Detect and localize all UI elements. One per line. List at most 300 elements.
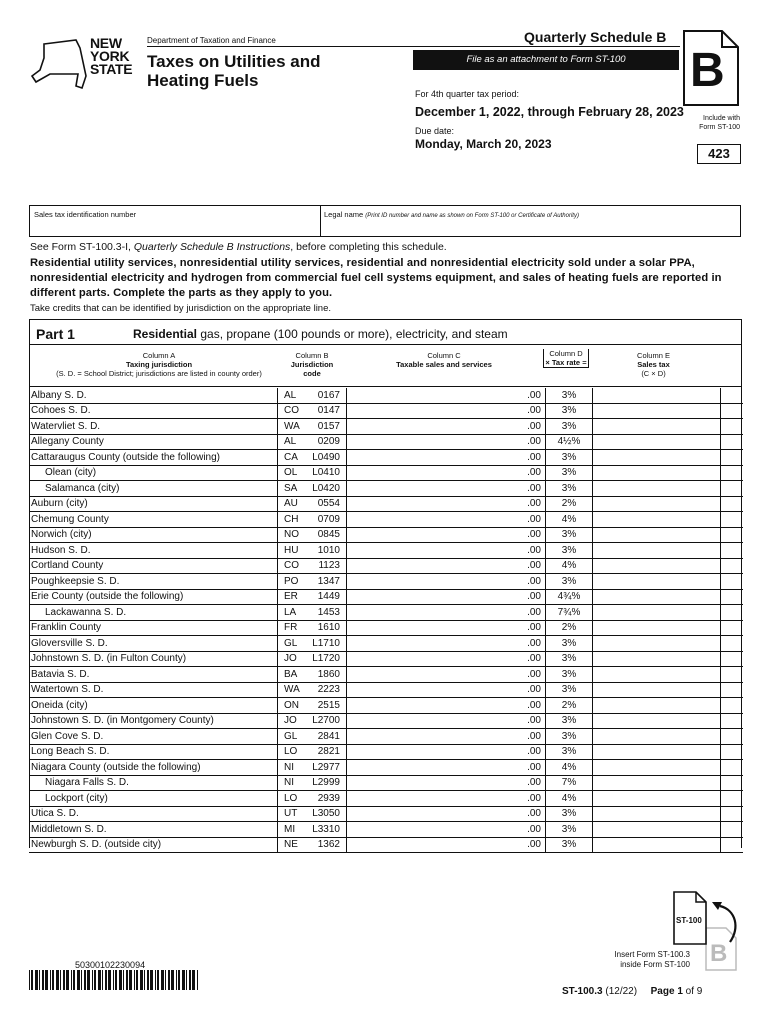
jurisdiction-cell xyxy=(29,450,278,466)
taxable-sales-field[interactable] xyxy=(347,760,546,776)
tax-rate-value: 7¾% xyxy=(557,606,581,618)
barcode-bar xyxy=(171,970,174,990)
sales-tax-field[interactable] xyxy=(593,481,721,497)
sales-tax-field[interactable] xyxy=(593,822,721,838)
tax-rate-cell xyxy=(546,434,593,450)
sales-tax-field[interactable] xyxy=(593,775,721,791)
barcode-bar xyxy=(87,970,90,990)
tax-rate-cell xyxy=(546,496,593,512)
barcode-bar xyxy=(126,970,128,990)
taxable-sales-field[interactable] xyxy=(347,419,546,435)
tax-rate-cell xyxy=(546,651,593,667)
jurisdiction-code-cell xyxy=(278,512,347,528)
sales-tax-cents-field[interactable] xyxy=(721,419,744,435)
jurisdiction-cell xyxy=(29,698,278,714)
jurisdiction-abbr: ON xyxy=(284,699,299,711)
sales-tax-field[interactable] xyxy=(593,496,721,512)
jurisdiction-abbr: JO xyxy=(284,653,297,665)
jurisdiction-name: Cattaraugus County (outside the following) xyxy=(31,451,220,463)
sales-tax-cents-field[interactable] xyxy=(721,775,744,791)
taxable-sales-field[interactable] xyxy=(347,527,546,543)
jurisdiction-code-cell xyxy=(278,574,347,590)
jurisdiction-abbr: PO xyxy=(284,575,299,587)
taxable-sales-field[interactable] xyxy=(347,744,546,760)
col-d-line2 xyxy=(544,358,588,367)
jurisdiction-code: 2515 xyxy=(317,699,340,711)
taxable-sales-field[interactable] xyxy=(347,496,546,512)
taxable-sales-field[interactable] xyxy=(347,465,546,481)
tax-rate-value: 3% xyxy=(561,575,577,587)
jurisdiction-code-cell xyxy=(278,806,347,822)
jurisdiction-name: Newburgh S. D. (outside city) xyxy=(31,839,162,851)
barcode-bar xyxy=(144,970,145,990)
jurisdiction-abbr: CA xyxy=(284,451,298,463)
taxable-sales-field[interactable] xyxy=(347,667,546,683)
jurisdiction-code: 0554 xyxy=(317,498,340,510)
logo-word-state: STATE xyxy=(90,61,133,77)
barcode-bar xyxy=(113,970,114,990)
insert-line-1: Insert Form ST-100.3 xyxy=(614,950,690,959)
taxable-sales-field[interactable] xyxy=(347,481,546,497)
col-e-line2: Sales tax xyxy=(637,360,670,369)
tax-rate-value: 3% xyxy=(561,389,577,401)
jurisdiction-code: 0147 xyxy=(317,405,340,417)
sales-tax-cents-field[interactable] xyxy=(721,558,744,574)
jurisdiction-code: L1710 xyxy=(312,637,340,649)
sales-tax-cents-field[interactable] xyxy=(721,698,744,714)
jurisdiction-cell xyxy=(29,512,278,528)
jurisdiction-code: 0209 xyxy=(317,436,340,448)
sales-tax-field[interactable] xyxy=(593,434,721,450)
tax-rate-cell xyxy=(546,698,593,714)
jurisdiction-abbr: UT xyxy=(284,808,298,820)
jurisdiction-code-cell xyxy=(278,465,347,481)
taxable-sales-value: .00 xyxy=(527,389,541,401)
jurisdiction-name: Long Beach S. D. xyxy=(31,746,110,758)
taxable-sales-field[interactable] xyxy=(347,837,546,853)
jurisdiction-cell xyxy=(29,729,278,745)
col-c-line2: Taxable sales and services xyxy=(396,360,492,369)
footer-page-prefix: Page xyxy=(650,986,678,997)
taxable-sales-field[interactable] xyxy=(347,651,546,667)
form-title xyxy=(147,52,347,90)
tax-rate-cell xyxy=(546,682,593,698)
jurisdiction-name: Johnstown S. D. (in Fulton County) xyxy=(31,653,187,665)
jurisdiction-code: 0709 xyxy=(317,513,340,525)
jurisdiction-abbr: WA xyxy=(284,684,300,696)
jurisdiction-code: L2999 xyxy=(312,777,340,789)
include-note xyxy=(694,114,740,132)
tax-rate-value: 4% xyxy=(561,792,577,804)
logo-word-york: YORK xyxy=(90,48,130,64)
credits-note: Take credits that can be identified by jurisdiction on the appropriate line. xyxy=(30,303,332,314)
tax-rate-value: 2% xyxy=(561,699,577,711)
tax-rate-cell xyxy=(546,388,593,403)
taxable-sales-field[interactable] xyxy=(347,822,546,838)
jurisdiction-abbr: AL xyxy=(284,436,297,448)
jurisdiction-code: L3050 xyxy=(312,808,340,820)
col-a-line2: Taxing jurisdiction xyxy=(125,360,193,369)
jurisdiction-abbr: AU xyxy=(284,498,298,510)
sales-tax-field[interactable] xyxy=(593,806,721,822)
sales-tax-field[interactable] xyxy=(593,636,721,652)
jurisdiction-cell xyxy=(29,419,278,435)
jurisdiction-code: 0157 xyxy=(317,420,340,432)
table-row xyxy=(29,481,743,497)
jurisdiction-name: Chemung County xyxy=(31,513,109,525)
sales-tax-cents-field[interactable] xyxy=(721,744,744,760)
jurisdiction-cell xyxy=(29,527,278,543)
taxable-sales-field[interactable] xyxy=(347,388,546,403)
col-b-line2: Jurisdiction xyxy=(290,360,334,369)
taxable-sales-value: .00 xyxy=(527,777,541,789)
sales-tax-cents-field[interactable] xyxy=(721,667,744,683)
jurisdiction-code-cell xyxy=(278,791,347,807)
sales-tax-cents-field[interactable] xyxy=(721,434,744,450)
jurisdiction-abbr: BA xyxy=(284,668,298,680)
include-line-1: Include with xyxy=(703,115,740,122)
jurisdiction-cell xyxy=(29,574,278,590)
sales-tax-cents-field[interactable] xyxy=(721,791,744,807)
sales-tax-field[interactable] xyxy=(593,682,721,698)
sales-tax-field[interactable] xyxy=(593,620,721,636)
taxable-sales-value: .00 xyxy=(527,792,541,804)
identification-box xyxy=(29,205,741,237)
tax-rate-cell xyxy=(546,713,593,729)
table-row xyxy=(29,713,743,729)
table-row xyxy=(29,620,743,636)
barcode-bar xyxy=(140,970,143,990)
taxable-sales-field[interactable] xyxy=(347,636,546,652)
taxable-sales-field[interactable] xyxy=(347,605,546,621)
taxable-sales-field[interactable] xyxy=(347,620,546,636)
sales-tax-field[interactable] xyxy=(593,527,721,543)
sales-tax-field[interactable] xyxy=(593,605,721,621)
barcode-bar xyxy=(92,970,93,990)
file-attachment-note: File as an attachment to Form ST-100 xyxy=(413,50,679,70)
sales-tax-field[interactable] xyxy=(593,698,721,714)
table-row xyxy=(29,589,743,605)
taxable-sales-field[interactable] xyxy=(347,806,546,822)
sales-tax-id-field[interactable] xyxy=(36,220,316,234)
sales-tax-cents-field[interactable] xyxy=(721,636,744,652)
jurisdiction-abbr: JO xyxy=(284,715,297,727)
sales-tax-cents-field[interactable] xyxy=(721,620,744,636)
taxable-sales-field[interactable] xyxy=(347,729,546,745)
sales-tax-field[interactable] xyxy=(593,512,721,528)
taxable-sales-value: .00 xyxy=(527,436,541,448)
sales-tax-cents-field[interactable] xyxy=(721,729,744,745)
taxable-sales-field[interactable] xyxy=(347,512,546,528)
jurisdiction-code: 2939 xyxy=(317,792,340,804)
barcode-bar xyxy=(77,970,80,990)
jurisdiction-abbr: FR xyxy=(284,622,298,634)
barcode-bar xyxy=(178,970,180,990)
jurisdiction-name: Lockport (city) xyxy=(45,792,108,804)
taxable-sales-value: .00 xyxy=(527,575,541,587)
jurisdiction-code-cell xyxy=(278,775,347,791)
jurisdiction-abbr: GL xyxy=(284,637,298,649)
barcode-bar xyxy=(134,970,135,990)
sales-tax-cents-field[interactable] xyxy=(721,496,744,512)
jurisdiction-cell xyxy=(29,434,278,450)
taxable-sales-field[interactable] xyxy=(347,434,546,450)
jurisdiction-code-cell xyxy=(278,760,347,776)
barcode-bar xyxy=(66,970,69,990)
jurisdiction-code-cell xyxy=(278,434,347,450)
table-row xyxy=(29,636,743,652)
sales-tax-field[interactable] xyxy=(593,729,721,745)
jurisdiction-cell xyxy=(29,605,278,621)
taxable-sales-value: .00 xyxy=(527,637,541,649)
sales-tax-field[interactable] xyxy=(593,744,721,760)
sales-tax-cents-field[interactable] xyxy=(721,465,744,481)
due-date-label: Due date: xyxy=(415,126,455,136)
barcode-bar xyxy=(31,970,33,990)
taxable-sales-value: .00 xyxy=(527,823,541,835)
sales-tax-field[interactable] xyxy=(593,450,721,466)
sales-tax-field[interactable] xyxy=(593,760,721,776)
jurisdiction-code-cell xyxy=(278,388,347,403)
jurisdiction-name: Albany S. D. xyxy=(31,389,87,401)
taxable-sales-value: .00 xyxy=(527,405,541,417)
jurisdiction-code: L2977 xyxy=(312,761,340,773)
sales-tax-cents-field[interactable] xyxy=(721,512,744,528)
jurisdiction-code-cell xyxy=(278,651,347,667)
jurisdiction-abbr: HU xyxy=(284,544,299,556)
jurisdiction-name: Utica S. D. xyxy=(31,808,79,820)
barcode-bar xyxy=(189,970,191,990)
tax-rate-cell xyxy=(546,419,593,435)
taxable-sales-value: .00 xyxy=(527,544,541,556)
sales-tax-cents-field[interactable] xyxy=(721,822,744,838)
sales-tax-cents-field[interactable] xyxy=(721,388,744,403)
barcode-bar xyxy=(63,970,65,990)
jurisdiction-name: Franklin County xyxy=(31,622,102,634)
jurisdiction-code: 1347 xyxy=(317,575,340,587)
col-d-line1: Column D xyxy=(549,349,583,358)
insert-icon-letter: B xyxy=(710,940,728,967)
jurisdiction-abbr: NI xyxy=(284,777,294,789)
barcode-bar xyxy=(186,970,187,990)
barcode-bar xyxy=(52,970,54,990)
sales-tax-cents-field[interactable] xyxy=(721,403,744,419)
sales-tax-field[interactable] xyxy=(593,667,721,683)
period-label: For 4th quarter tax period: xyxy=(415,89,520,99)
jurisdiction-code-cell xyxy=(278,543,347,559)
taxable-sales-field[interactable] xyxy=(347,403,546,419)
sales-tax-field[interactable] xyxy=(593,837,721,853)
jurisdiction-name: Johnstown S. D. (in Montgomery County) xyxy=(31,715,214,727)
sales-tax-field[interactable] xyxy=(593,574,721,590)
sales-tax-field[interactable] xyxy=(593,465,721,481)
legal-name-field[interactable] xyxy=(326,220,736,234)
equals-symbol: = xyxy=(582,358,587,367)
jurisdiction-abbr: NE xyxy=(284,839,298,851)
barcode-bar xyxy=(35,970,38,990)
jurisdiction-code-cell xyxy=(278,698,347,714)
sales-tax-field[interactable] xyxy=(593,589,721,605)
part1-desc-bold: Residential xyxy=(133,327,198,341)
jurisdiction-code-cell xyxy=(278,667,347,683)
sales-tax-field[interactable] xyxy=(593,403,721,419)
legal-name-label-wrap xyxy=(324,210,579,219)
taxable-sales-field[interactable] xyxy=(347,450,546,466)
sales-tax-cents-field[interactable] xyxy=(721,450,744,466)
taxable-sales-value: .00 xyxy=(527,730,541,742)
jurisdiction-code: 0845 xyxy=(317,529,340,541)
tax-rate-value: 4¾% xyxy=(557,591,581,603)
jurisdiction-cell xyxy=(29,760,278,776)
tax-rate-cell xyxy=(546,744,593,760)
taxable-sales-field[interactable] xyxy=(347,791,546,807)
sales-tax-cents-field[interactable] xyxy=(721,837,744,853)
sales-tax-cents-field[interactable] xyxy=(721,574,744,590)
jurisdiction-code: 2821 xyxy=(317,746,340,758)
part1-title-rule xyxy=(29,344,741,345)
jurisdiction-code-cell xyxy=(278,636,347,652)
jurisdiction-name: Poughkeepsie S. D. xyxy=(31,575,120,587)
sales-tax-cents-field[interactable] xyxy=(721,589,744,605)
jurisdiction-abbr: LO xyxy=(284,746,298,758)
jurisdiction-name: Lackawanna S. D. xyxy=(45,606,127,618)
sales-tax-field[interactable] xyxy=(593,388,721,403)
taxable-sales-value: .00 xyxy=(527,606,541,618)
jurisdiction-cell xyxy=(29,465,278,481)
col-b-line3: code xyxy=(303,369,321,378)
table-row xyxy=(29,403,743,419)
tax-rate-cell xyxy=(546,512,593,528)
sales-tax-field[interactable] xyxy=(593,543,721,559)
barcode-bar xyxy=(157,970,159,990)
jurisdiction-code: 1860 xyxy=(317,668,340,680)
table-row xyxy=(29,496,743,512)
nys-logo xyxy=(30,36,138,92)
tax-rate-cell xyxy=(546,574,593,590)
jurisdiction-name: Hudson S. D. xyxy=(31,544,91,556)
col-a-line1: Column A xyxy=(142,351,176,360)
barcode-bar xyxy=(29,970,30,990)
sales-tax-cents-field[interactable] xyxy=(721,527,744,543)
jurisdiction-cell xyxy=(29,403,278,419)
jurisdiction-cell xyxy=(29,713,278,729)
tax-rate-cell xyxy=(546,806,593,822)
taxable-sales-field[interactable] xyxy=(347,775,546,791)
jurisdiction-code-cell xyxy=(278,620,347,636)
table-row xyxy=(29,822,743,838)
sales-tax-cents-field[interactable] xyxy=(721,713,744,729)
tax-rate-cell xyxy=(546,822,593,838)
taxable-sales-value: .00 xyxy=(527,746,541,758)
jurisdiction-abbr: OL xyxy=(284,467,298,479)
col-d-title: Tax rate xyxy=(551,358,581,367)
sales-tax-cents-field[interactable] xyxy=(721,605,744,621)
taxable-sales-value: .00 xyxy=(527,699,541,711)
tax-rate-cell xyxy=(546,465,593,481)
tax-rate-value: 3% xyxy=(561,684,577,696)
barcode-bar xyxy=(136,970,138,990)
jurisdiction-name: Salamanca (city) xyxy=(45,482,120,494)
taxable-sales-value: .00 xyxy=(527,420,541,432)
barcode-bar xyxy=(192,970,195,990)
tax-rate-value: 3% xyxy=(561,730,577,742)
tax-rate-value: 3% xyxy=(561,405,577,417)
taxable-sales-field[interactable] xyxy=(347,589,546,605)
sales-tax-field[interactable] xyxy=(593,791,721,807)
taxable-sales-value: .00 xyxy=(527,668,541,680)
taxable-sales-value: .00 xyxy=(527,653,541,665)
sales-tax-field[interactable] xyxy=(593,558,721,574)
jurisdiction-cell xyxy=(29,651,278,667)
include-line-2: Form ST-100 xyxy=(699,124,740,131)
jurisdiction-name: Cortland County xyxy=(31,560,104,572)
jurisdiction-abbr: AL xyxy=(284,389,297,401)
taxable-sales-field[interactable] xyxy=(347,713,546,729)
jurisdiction-abbr: LA xyxy=(284,606,297,618)
table-row xyxy=(29,837,743,853)
insert-note xyxy=(590,950,690,970)
jurisdiction-code-cell xyxy=(278,744,347,760)
table-row xyxy=(29,574,743,590)
jurisdiction-name: Watertown S. D. xyxy=(31,684,104,696)
tax-rate-value: 2% xyxy=(561,622,577,634)
footer-page-suffix: of 9 xyxy=(682,986,703,997)
column-d-header xyxy=(543,349,589,368)
tax-rate-cell xyxy=(546,403,593,419)
tax-rate-cell xyxy=(546,527,593,543)
taxable-sales-field[interactable] xyxy=(347,558,546,574)
column-e-header xyxy=(590,351,717,378)
barcode-number: 50300102230094 xyxy=(75,960,146,970)
barcode-bar xyxy=(150,970,153,990)
jurisdiction-code-cell xyxy=(278,403,347,419)
sales-tax-cents-field[interactable] xyxy=(721,760,744,776)
sales-tax-cents-field[interactable] xyxy=(721,481,744,497)
jurisdiction-name: Auburn (city) xyxy=(31,498,88,510)
sales-tax-cents-field[interactable] xyxy=(721,543,744,559)
jurisdiction-code-cell xyxy=(278,605,347,621)
table-row xyxy=(29,388,743,403)
see-prefix: See Form ST-100.3-I, xyxy=(30,241,134,253)
part1-table xyxy=(29,388,743,853)
barcode-bar xyxy=(129,970,132,990)
tax-rate-value: 3% xyxy=(561,544,577,556)
part1-description xyxy=(133,327,508,341)
sales-tax-field[interactable] xyxy=(593,419,721,435)
barcode-bar xyxy=(81,970,82,990)
tax-rate-value: 4% xyxy=(561,761,577,773)
sales-tax-field[interactable] xyxy=(593,651,721,667)
table-row xyxy=(29,419,743,435)
sales-tax-field[interactable] xyxy=(593,713,721,729)
tax-rate-value: 7% xyxy=(561,777,577,789)
barcode-bar xyxy=(50,970,51,990)
jurisdiction-name: Niagara Falls S. D. xyxy=(45,777,129,789)
taxable-sales-field[interactable] xyxy=(347,574,546,590)
jurisdiction-cell xyxy=(29,775,278,791)
jurisdiction-code: L0410 xyxy=(312,467,340,479)
taxable-sales-value: .00 xyxy=(527,529,541,541)
barcode-bar xyxy=(39,970,40,990)
tax-rate-value: 3% xyxy=(561,420,577,432)
taxable-sales-field[interactable] xyxy=(347,698,546,714)
sales-tax-cents-field[interactable] xyxy=(721,651,744,667)
jurisdiction-abbr: CO xyxy=(284,405,299,417)
taxable-sales-field[interactable] xyxy=(347,543,546,559)
sales-tax-cents-field[interactable] xyxy=(721,682,744,698)
taxable-sales-field[interactable] xyxy=(347,682,546,698)
sales-tax-cents-field[interactable] xyxy=(721,806,744,822)
